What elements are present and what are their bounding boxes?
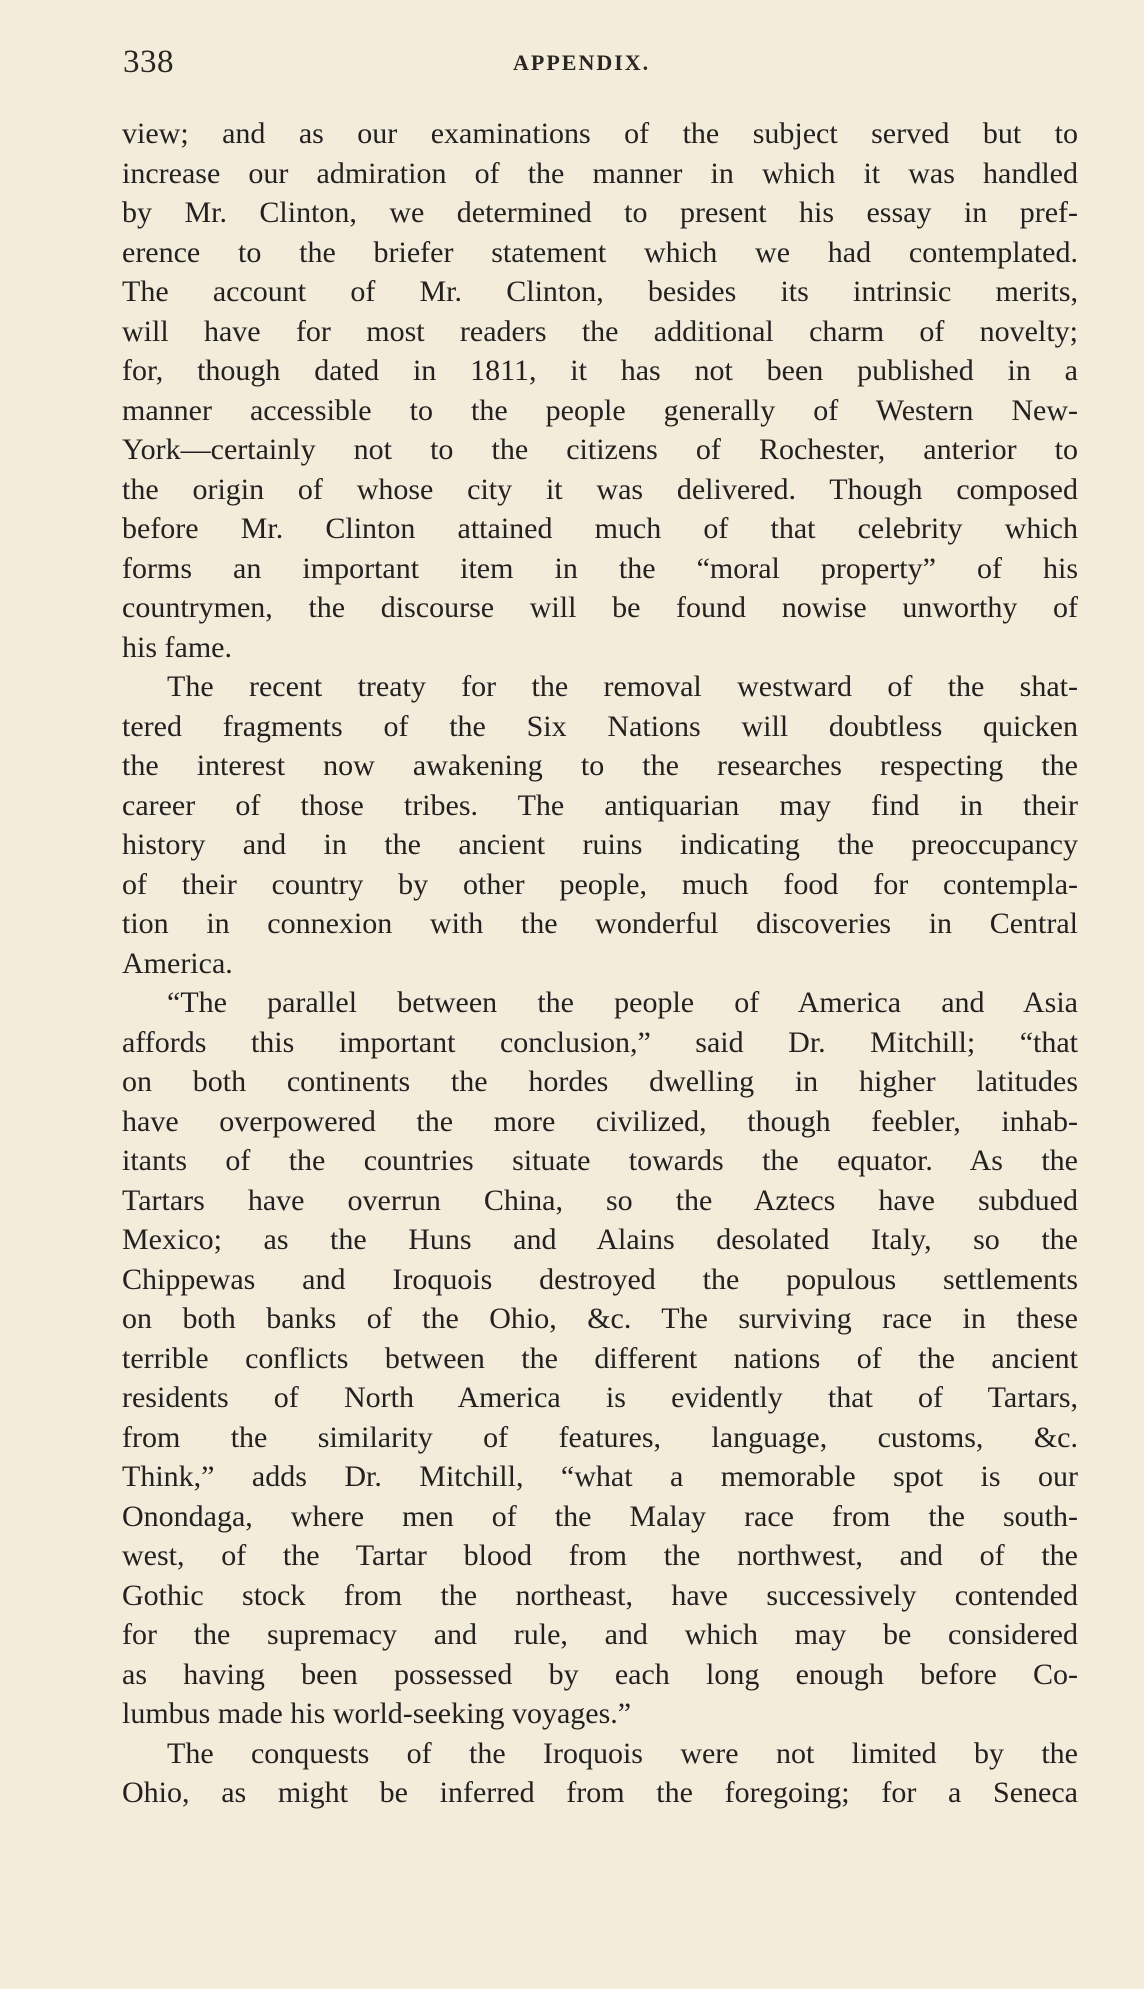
paragraph-first-line: The conquests of the Iroquois were not limited by the: [167, 1736, 1078, 1770]
text-line: tion in connexion with the wonderful discoveries in Central: [122, 907, 1078, 940]
text-line: Chippewas and Iroquois destroyed the populous settlements: [122, 1262, 1078, 1296]
text-line: forms an important item in the “moral property” of his: [122, 551, 1078, 585]
text-line: view; and as our examinations of the subject served but to: [122, 117, 1078, 150]
text-line: will have for most readers the additional charm of novelty;: [122, 314, 1078, 348]
text-line: York—certainly not to the citizens of Rochester, anterior to: [122, 433, 1078, 466]
text-line: of their country by other people, much food for contempla-: [122, 867, 1078, 901]
text-line: on both banks of the Ohio, &c. The surviving race in these: [122, 1302, 1078, 1335]
paragraph-first-line: The recent treaty for the removal westward of the shat-: [167, 670, 1078, 703]
text-line: Ohio, as might be inferred from the foregoing; for a Seneca: [122, 1776, 1078, 1809]
text-line: before Mr. Clinton attained much of that celebrity which: [122, 512, 1078, 545]
text-line: Think,” adds Dr. Mitchill, “what a memorable spot is our: [122, 1460, 1078, 1493]
text-line: the interest now awakening to the researches respecting the: [122, 749, 1078, 782]
text-line: Mexico; as the Huns and Alains desolated Italy, so the: [122, 1223, 1078, 1256]
text-line: lumbus made his world-seeking voyages.”: [122, 1697, 632, 1730]
text-line: west, of the Tartar blood from the northwest, and of the: [122, 1539, 1078, 1572]
text-line: Tartars have overrun China, so the Aztecs have subdued: [122, 1183, 1078, 1217]
text-line: terrible conflicts between the different nations of the ancient: [122, 1341, 1078, 1375]
text-line: residents of North America is evidently that of Tartars,: [122, 1381, 1078, 1414]
text-line: as having been possessed by each long enough before Co-: [122, 1657, 1078, 1691]
text-line: for, though dated in 1811, it has not been published in a: [122, 354, 1078, 387]
text-line: Gothic stock from the northeast, have successively contended: [122, 1578, 1078, 1612]
page-header: [123, 42, 1073, 82]
paragraph-first-line: “The parallel between the people of America and Asia: [167, 986, 1078, 1019]
text-line: history and in the ancient ruins indicating the preoccupancy: [122, 828, 1078, 861]
body-text: [122, 114, 1078, 1813]
text-line: the origin of whose city it was delivered. Though composed: [122, 472, 1078, 506]
text-line: career of those tribes. The antiquarian may find in their: [122, 788, 1078, 822]
text-line: on both continents the hordes dwelling in higher latitudes: [122, 1065, 1078, 1098]
page-number: 338: [123, 44, 174, 80]
text-line: his fame.: [122, 630, 232, 664]
text-line: The account of Mr. Clinton, besides its intrinsic merits,: [122, 275, 1078, 308]
text-line: from the similarity of features, language, customs, &c.: [122, 1420, 1078, 1454]
text-line: tered fragments of the Six Nations will doubtless quicken: [122, 709, 1078, 743]
text-line: countrymen, the discourse will be found nowise unworthy of: [122, 591, 1078, 624]
text-line: erence to the briefer statement which we had contemplated.: [122, 235, 1078, 269]
text-line: for the supremacy and rule, and which may be considered: [122, 1618, 1078, 1651]
text-line: manner accessible to the people generally of Western New-: [122, 393, 1078, 427]
text-line: itants of the countries situate towards the equator. As the: [122, 1144, 1078, 1177]
text-line: affords this important conclusion,” said Dr. Mitchill; “that: [122, 1025, 1078, 1059]
text-line: America.: [122, 946, 233, 980]
text-line: have overpowered the more civilized, though feebler, inhab-: [122, 1104, 1078, 1138]
running-head: APPENDIX.: [513, 50, 651, 75]
text-line: Onondaga, where men of the Malay race from the south-: [122, 1499, 1078, 1533]
text-line: by Mr. Clinton, we determined to present his essay in pref-: [122, 196, 1078, 229]
text-line: increase our admiration of the manner in which it was handled: [122, 156, 1078, 190]
